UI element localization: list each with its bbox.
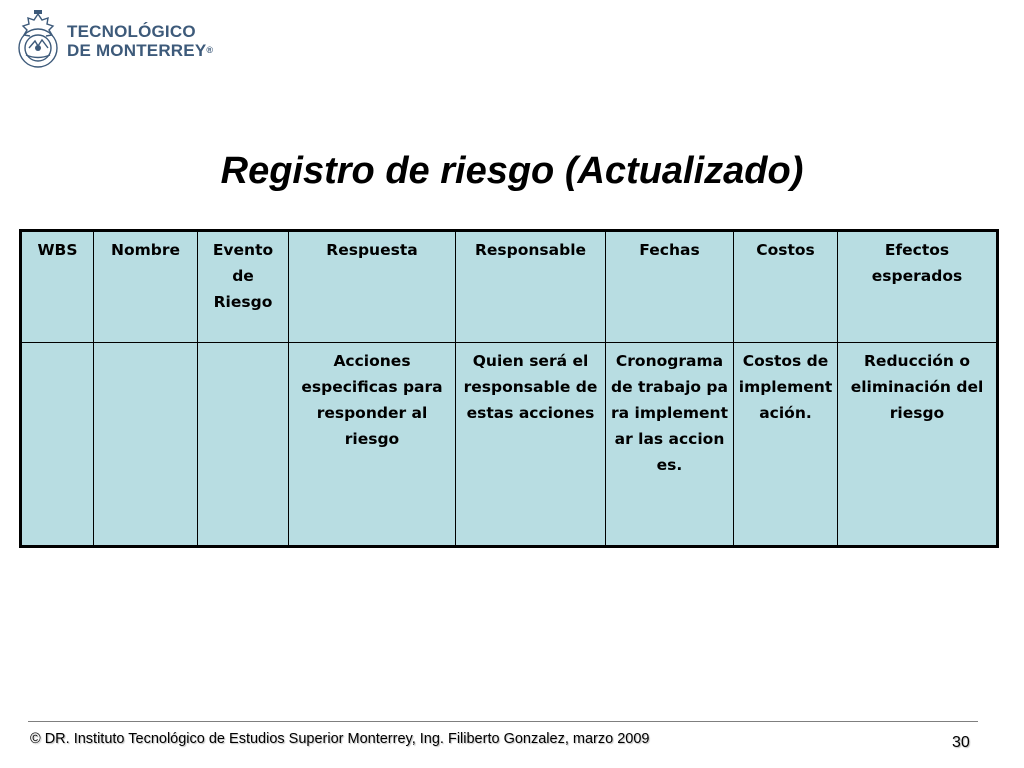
cell-nombre (94, 343, 198, 547)
table-header-row (21, 231, 998, 343)
cell-responsable: Quien será el responsable de estas acciones (456, 343, 606, 547)
header-costos: Costos (734, 231, 838, 343)
header-nombre: Nombre (94, 231, 198, 343)
risk-register-table-wrap (19, 229, 999, 548)
header-wbs: WBS (21, 231, 94, 343)
logo-text (67, 22, 213, 60)
header-evento-de-riesgo: Evento de Riesgo (198, 231, 289, 343)
cell-evento-de-riesgo (198, 343, 289, 547)
cell-wbs (21, 343, 94, 547)
logo-line-2-text: DE MONTERREY (67, 41, 207, 60)
footer-divider (28, 721, 978, 722)
risk-register-table (19, 229, 999, 548)
cell-fechas: Cronograma de trabajo para implementar las acciones. (606, 343, 734, 547)
footer-copyright: © DR. Instituto Tecnológico de Estudios Superior Monterrey, Ing. Filiberto Gonzalez, marzo 2009 (30, 731, 650, 747)
header-efectos-esperados: Efectos esperados (838, 231, 998, 343)
cell-respuesta: Acciones especificas para responder al riesgo (289, 343, 456, 547)
page-number: 30 (952, 734, 970, 751)
header-fechas: Fechas (606, 231, 734, 343)
page-title: Registro de riesgo (Actualizado) (220, 150, 804, 192)
cell-costos: Costos de implementación. (734, 343, 838, 547)
header-respuesta: Respuesta (289, 231, 456, 343)
table-row (21, 343, 998, 547)
registered-mark: ® (206, 45, 214, 55)
cell-efectos-esperados: Reducción o eliminación del riesgo (838, 343, 998, 547)
logo-line-2 (67, 41, 213, 60)
header-responsable: Responsable (456, 231, 606, 343)
logo-line-1: TECNOLÓGICO (67, 22, 196, 41)
tec-seal-icon (14, 8, 62, 70)
logo (14, 8, 213, 70)
